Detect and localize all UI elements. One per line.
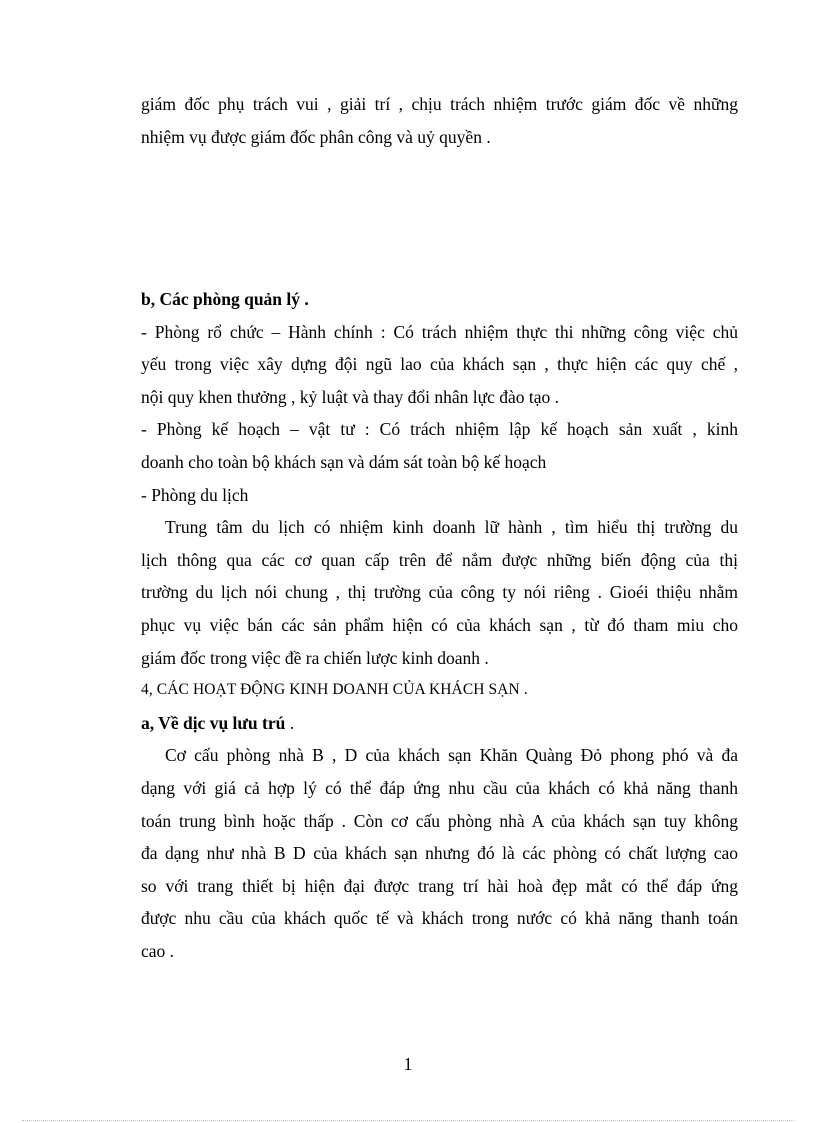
page-number: 1 bbox=[403, 1054, 413, 1074]
top-paragraph bbox=[141, 88, 738, 153]
text-line: lịch thông qua các cơ quan cấp trên để nắm được những biến động của thị bbox=[141, 549, 738, 570]
text-line: đa dạng như nhà B D của khách sạn nhưng đó là các phòng có chất lượng cao bbox=[141, 843, 738, 864]
page-bottom-divider bbox=[22, 1120, 794, 1121]
text-line: doanh cho toàn bộ khách sạn và dám sát toàn bộ kế hoạch bbox=[141, 451, 547, 472]
text-line: Cơ cấu phòng nhà B , D của khách sạn Khăn Quàng Đỏ phong phó và đa bbox=[165, 745, 738, 766]
text-line: so với trang thiết bị hiện đại được trang trí hài hoà đẹp mắt có thể đáp ứng bbox=[141, 875, 738, 896]
text-line: dạng với giá cả hợp lý có thể đáp ứng nhu cầu của khách có khả năng thanh bbox=[141, 777, 738, 798]
text-line: - Phòng rổ chức – Hành chính : Có trách nhiệm thực thi những công việc chủ bbox=[141, 321, 738, 342]
text-line: - Phòng du lịch bbox=[141, 484, 249, 505]
text-line: giám đốc phụ trách vui , giải trí , chịu trách nhiệm trước giám đốc về những bbox=[141, 94, 738, 114]
text-line: phục vụ việc bán các sản phẩm hiện có của khách sạn , từ đó tham miu cho bbox=[141, 614, 738, 635]
text-line: yếu trong việc xây dựng đội ngũ lao của khách sạn , thực hiện các quy chế , bbox=[141, 354, 738, 375]
section-4a-heading-bold: a, Về dịc vụ lưu trú bbox=[141, 712, 286, 733]
section-b-heading: b, Các phòng quản lý . bbox=[141, 289, 309, 309]
text-line: - Phòng kế hoạch – vật tư : Có trách nhiệm lập kế hoạch sản xuất , kinh bbox=[141, 419, 738, 440]
text-line: nội quy khen thưởng , kỷ luật và thay đổi nhân lực đào tạo . bbox=[141, 386, 560, 407]
text-line: giám đốc trong việc đề ra chiến lược kinh doanh . bbox=[141, 647, 489, 668]
section-4-heading: 4, CÁC HOẠT ĐỘNG KINH DOANH CỦA KHÁCH SẠN . bbox=[141, 681, 528, 699]
text-line: được nhu cầu của khách quốc tế và khách trong nước có khả năng thanh toán bbox=[141, 908, 738, 929]
text-line: trường du lịch nói chung , thị trường của công ty nói riêng . Gioéi thiệu nhằm bbox=[141, 582, 738, 603]
text-line: cao . bbox=[141, 940, 175, 961]
section-4a-heading-rest: . bbox=[285, 712, 295, 733]
text-line: toán trung bình hoặc thấp . Còn cơ cấu phòng nhà A của khách sạn tuy không bbox=[141, 810, 738, 831]
text-line: nhiệm vụ được giám đốc phân công và uỷ quyền . bbox=[141, 126, 491, 147]
main-content bbox=[141, 283, 738, 967]
section-4a-heading bbox=[141, 707, 738, 740]
text-line: Trung tâm du lịch có nhiệm kinh doanh lữ hành , tìm hiểu thị trường du bbox=[165, 517, 738, 538]
